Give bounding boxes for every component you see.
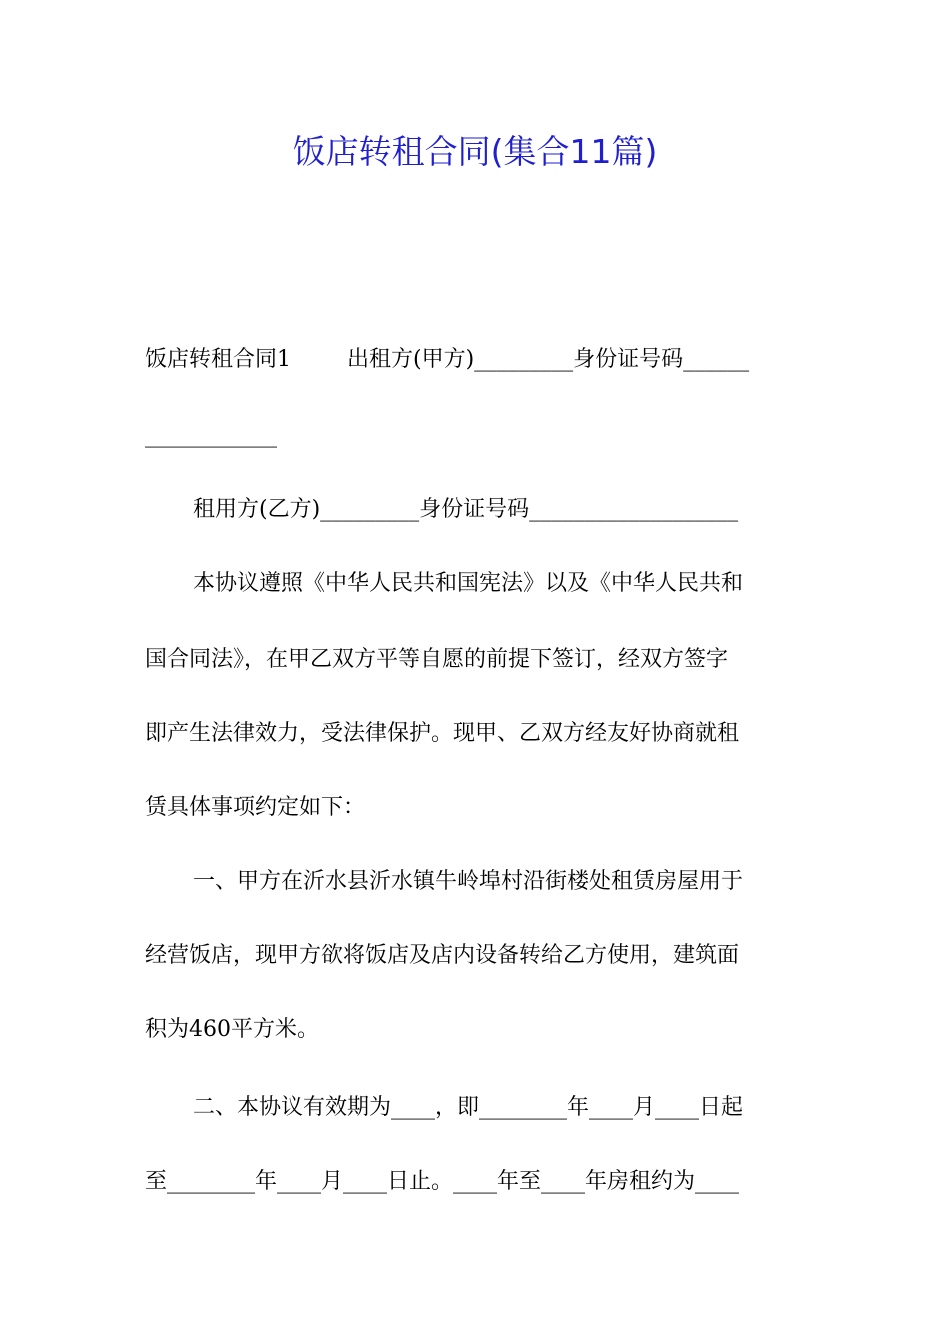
text-line-12: 至________年____月____日止。____年至____年房租约为____: [145, 1169, 740, 1194]
text-line-7: 赁具体事项约定如下：: [145, 795, 366, 820]
text-line-5: 国合同法》，在甲乙双方平等自愿的前提下签订，经双方签字: [145, 647, 729, 672]
text-line-2: ____________: [145, 423, 277, 448]
text-line-9: 经营饭店，现甲方欲将饭店及店内设备转给乙方使用，建筑面: [145, 943, 740, 968]
text-line-6: 即产生法律效力，受法律保护。现甲、乙双方经友好协商就租: [145, 721, 740, 746]
text-line-11: 二、本协议有效期为____，即________年____月____日起: [193, 1095, 744, 1120]
text-line-1: [145, 342, 810, 378]
section-heading: 饭店转租合同1: [145, 347, 291, 372]
text-line-3: 租用方(乙方)_________身份证号码___________________: [193, 497, 739, 522]
text-line-10: 积为460平方米。: [145, 1017, 319, 1042]
document-title: 饭店转租合同(集合11篇): [292, 132, 658, 171]
text-line-4: 本协议遵照《中华人民共和国宪法》以及《中华人民共和: [193, 571, 744, 596]
lessor-field-line: 出租方(甲方)_________身份证号码______: [347, 347, 750, 372]
text-line-8: 一、甲方在沂水县沂水镇牛岭埠村沿街楼处租赁房屋用于: [193, 869, 744, 894]
